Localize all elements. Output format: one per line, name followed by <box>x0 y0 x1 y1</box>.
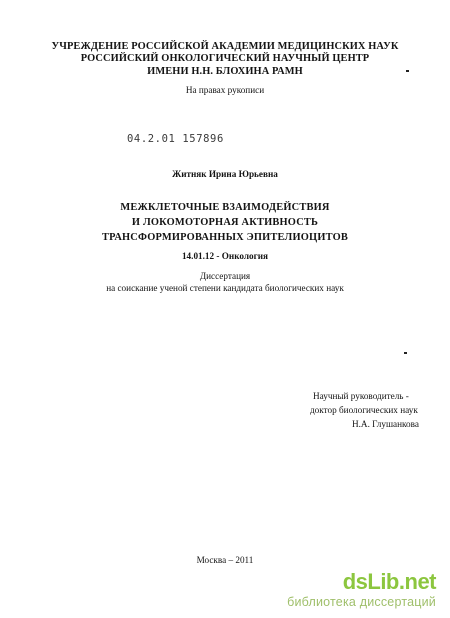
logo-part-lib: Lib <box>367 569 399 594</box>
manuscript-note: На правах рукописи <box>185 85 265 95</box>
logo-part-net: net <box>404 569 436 594</box>
specialty: 14.01.12 - Онкология <box>181 251 269 261</box>
scan-speck <box>406 70 409 72</box>
degree-line-1: Диссертация <box>199 271 251 281</box>
place-year: Москва – 2011 <box>196 555 254 565</box>
degree-line-2: на соискание ученой степени кандидата биологических наук <box>106 283 344 293</box>
title-line-1: МЕЖКЛЕТОЧНЫЕ ВЗАИМОДЕЙСТВИЯ <box>120 202 330 213</box>
scan-speck <box>404 352 407 354</box>
title-line-2: И ЛОКОМОТОРНАЯ АКТИВНОСТЬ <box>131 217 319 228</box>
institution-line-2: РОССИЙСКИЙ ОНКОЛОГИЧЕСКИЙ НАУЧНЫЙ ЦЕНТР <box>80 53 370 64</box>
logo-dot: . <box>398 569 405 594</box>
author-name: Житняк Ирина Юрьевна <box>172 169 278 179</box>
supervisor-line-1: Научный руководитель - <box>313 391 409 401</box>
institution-line-3: ИМЕНИ Н.Н. БЛОХИНА РАМН <box>147 66 303 77</box>
dslib-watermark <box>287 571 436 610</box>
title-line-3: ТРАНСФОРМИРОВАННЫХ ЭПИТЕЛИОЦИТОВ <box>101 232 349 243</box>
logo-part-ds: ds <box>342 569 368 594</box>
library-stamp: 04.2.01 157896 <box>127 133 224 145</box>
supervisor-line-2: доктор биологических наук <box>310 405 418 415</box>
watermark-subtitle: библиотека диссертаций <box>287 595 436 609</box>
dslib-logo <box>287 571 436 593</box>
institution-line-1: УЧРЕЖДЕНИЕ РОССИЙСКОЙ АКАДЕМИИ МЕДИЦИНСКИХ НАУК <box>51 41 399 52</box>
supervisor-line-3: Н.А. Глушанкова <box>352 419 419 429</box>
